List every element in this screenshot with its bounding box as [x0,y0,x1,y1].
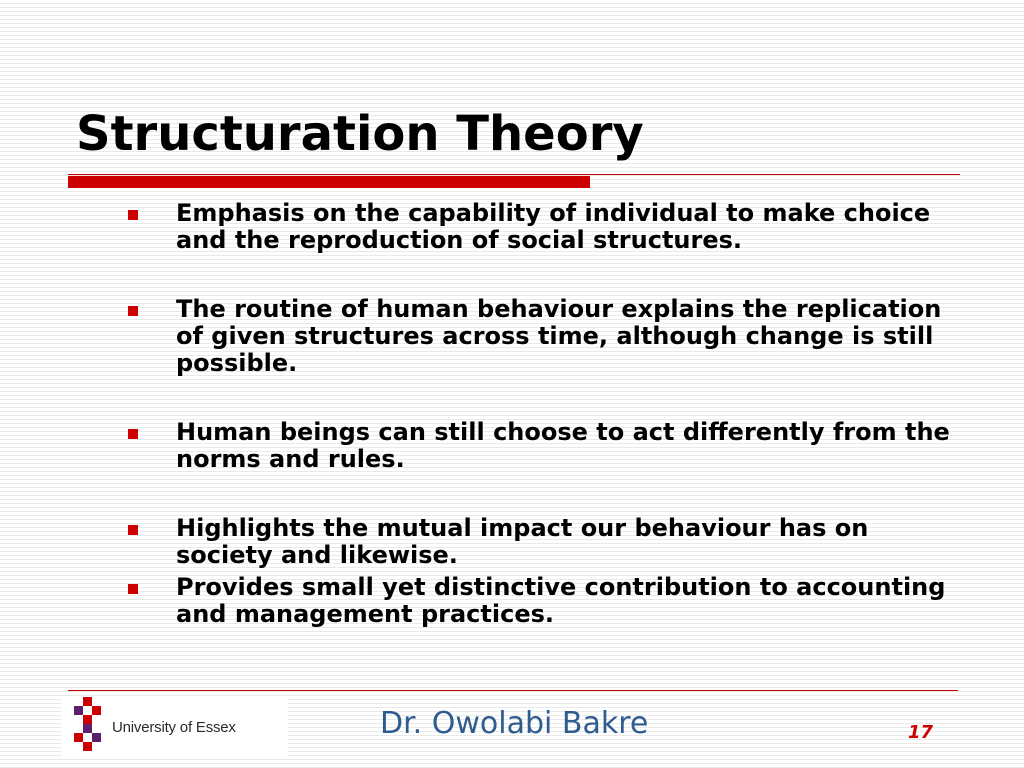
page-number: 17 [908,722,934,743]
bullet-text: Provides small yet distinctive contribution to accounting and management practices. [176,573,946,628]
bullet-item [128,296,958,377]
title-divider-thin [68,174,960,175]
bullet-item [128,515,958,569]
bullet-item [128,574,958,628]
bullet-text: Highlights the mutual impact our behaviour has on society and likewise. [176,514,869,569]
square-bullet-icon [128,584,138,594]
bullet-list [128,196,958,628]
bullet-item [128,419,958,473]
bullet-text: Emphasis on the capability of individual to make choice and the reproduction of social structures. [176,199,931,254]
bullet-item [128,200,958,254]
slide-title: Structuration Theory [76,106,644,162]
footer-divider [68,690,958,691]
title-divider-thick [68,176,590,188]
square-bullet-icon [128,306,138,316]
university-name: University of Essex [112,719,236,736]
square-bullet-icon [128,429,138,439]
bullet-text: Human beings can still choose to act differently from the norms and rules. [176,418,950,473]
university-logo [62,697,288,757]
bullet-text: The routine of human behaviour explains the replication of given structures across time, although change is still possible. [176,295,942,377]
author-name: Dr. Owolabi Bakre [380,706,649,741]
square-bullet-icon [128,210,138,220]
university-of-essex-logo-icon [74,697,104,757]
square-bullet-icon [128,525,138,535]
